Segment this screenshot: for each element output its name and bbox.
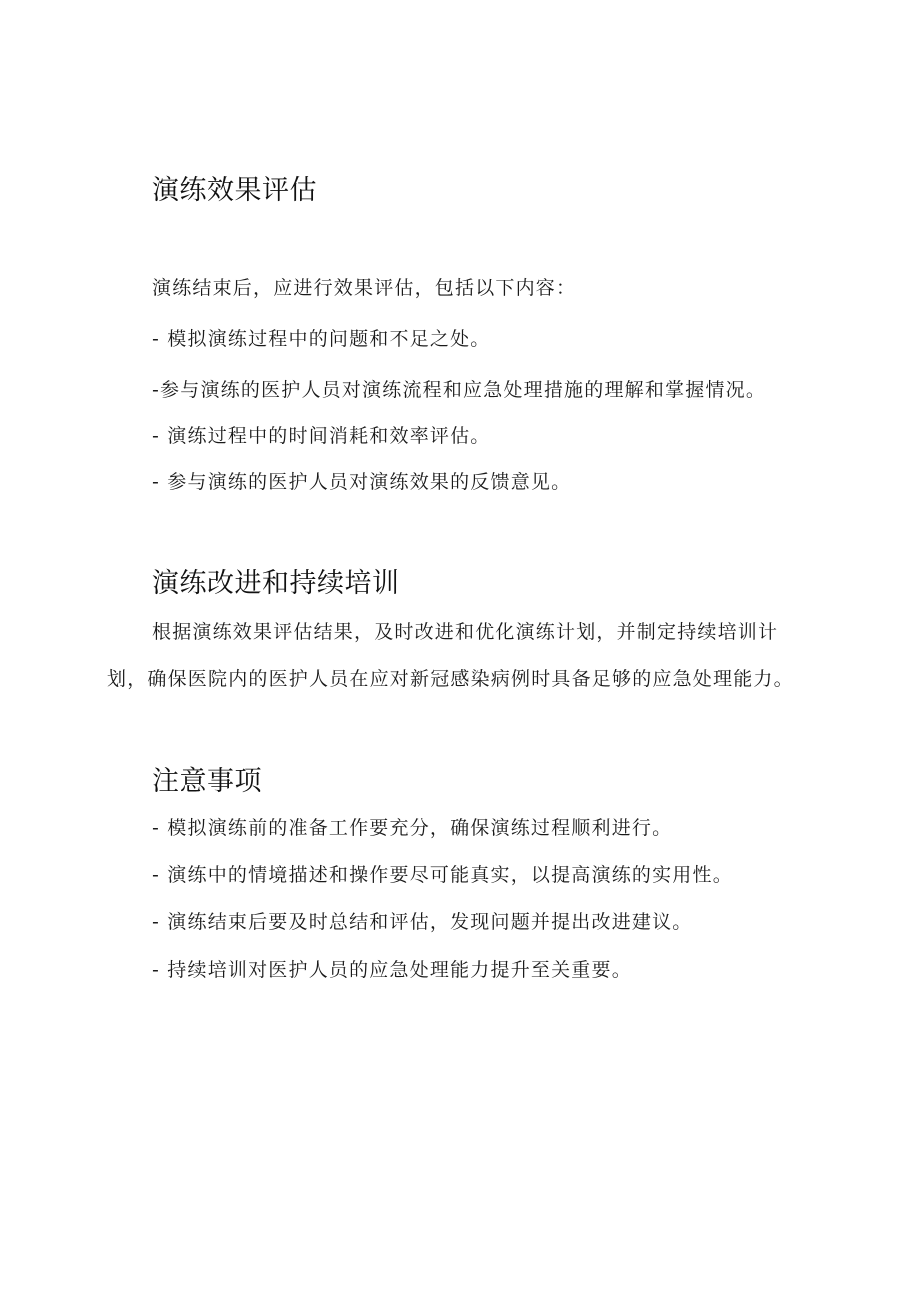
list-item: - 演练结束后要及时总结和评估，发现问题并提出改进建议。 <box>152 911 693 933</box>
list-item: - 模拟演练前的准备工作要充分，确保演练过程顺利进行。 <box>152 817 673 839</box>
section-heading-improvement: 演练改进和持续培训 <box>152 568 400 599</box>
paragraph-line: 划，确保医院内的医护人员在应对新冠感染病例时具备足够的应急处理能力。 <box>107 668 794 690</box>
paragraph-line: 根据演练效果评估结果，及时改进和优化演练计划，并制定持续培训计 <box>152 621 779 643</box>
section-heading-notes: 注意事项 <box>152 766 262 797</box>
list-item: - 参与演练的医护人员对演练效果的反馈意见。 <box>152 471 572 493</box>
section-heading-evaluation: 演练效果评估 <box>152 175 317 206</box>
list-item: - 演练中的情境描述和操作要尽可能真实，以提高演练的实用性。 <box>152 864 733 886</box>
list-item: - 模拟演练过程中的问题和不足之处。 <box>152 328 491 350</box>
list-item: - 持续培训对医护人员的应急处理能力提升至关重要。 <box>152 959 632 981</box>
list-item: -参与演练的医护人员对演练流程和应急处理措施的理解和掌握情况。 <box>152 379 767 401</box>
section-intro: 演练结束后，应进行效果评估，包括以下内容： <box>152 277 577 299</box>
list-item: - 演练过程中的时间消耗和效率评估。 <box>152 425 491 447</box>
